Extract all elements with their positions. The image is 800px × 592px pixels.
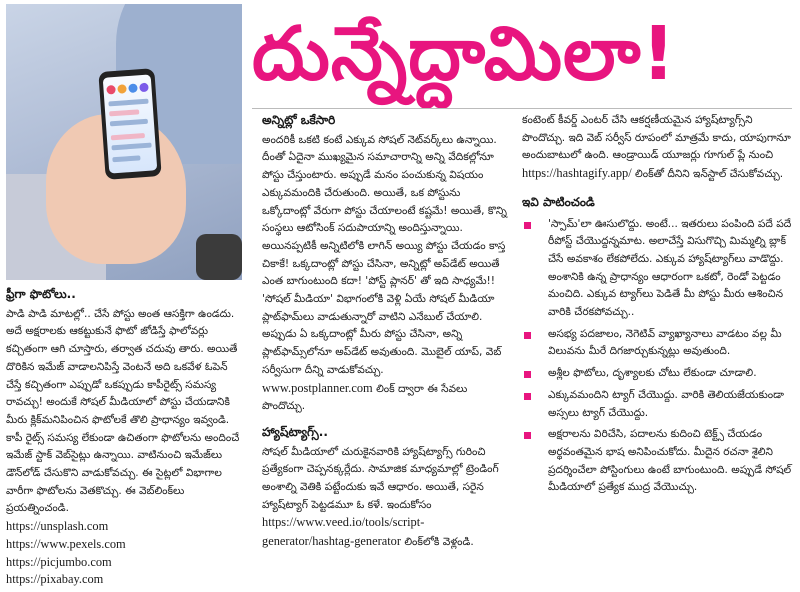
feed-line [108, 99, 148, 107]
column-cross-posting [262, 112, 508, 552]
link-postplanner[interactable]: www.postplanner.com [262, 380, 373, 395]
smartphone-photo [6, 4, 242, 280]
feed-line [110, 119, 148, 127]
section-heading: ఫ్రీగా ఫొటోలు.. [6, 287, 76, 301]
story-bubble-icon [139, 83, 149, 93]
feed-line [112, 155, 140, 162]
list-item: 'స్పామ్'లా ఊసులొద్దు. అంటే... ఇతరులు పంపింది పదే పదే రీపోస్ట్ చేయొద్దన్నమాట. అలాచేస్తే విసుగొచ్చి మిమ్మల్ని బ్లాక్ చేసే అవకాశం లేకపోలేదు. ఎక్కువ హ్యాష్‌ట్యాగ్‌లు వాడొద్దు. అంశానికి ఉన్న ప్రాధాన్యం ఆధారంగా ఒకటో, రెండో పెట్టడం మంచిది. ఎక్కువ ట్యాగ్‌లు పెడితే మీ పోస్టు మీరు ఆశించిన వారికి చేరకపోవచ్చు.. [522, 216, 792, 322]
list-item: ఎక్కువమందిని ట్యాగ్ చేయొద్దు. వారికి తెలియజేయకుండా అస్సలు ట్యాగ్ చేయొద్దు. [522, 387, 792, 422]
phone-screen [103, 74, 158, 173]
feed-line [109, 109, 139, 116]
column-free-photos [6, 286, 242, 589]
section-heading: అన్నిట్లో ఒకేసారి [262, 113, 336, 127]
tips-list [522, 216, 792, 498]
phone-illustration [98, 68, 161, 180]
column-tips [522, 112, 792, 501]
list-item: అక్షరాలను విరిచేసి, పదాలను కుదించి టెక్ట్స్ చేయడం అర్థవంతమైన భాష అనిపించుకోదు. మీదైన రచనా శైలిని ప్రదర్శించేలా పోస్టింగులు ఉంటే బాగుంటుంది. అప్పుడే సోషల్ మీడియాలో ప్రత్యేక ముద్ర వేయొచ్చు. [522, 426, 792, 497]
link-caption: లింక్‌తో దీనిని ఇన్‌స్టాల్ చేసుకోవచ్చు. [635, 168, 784, 181]
section-heading: ఇవి పాటించండి [522, 194, 595, 209]
list-item: అశ్లీల ఫొటోలు, దృశ్యాలకు చోటు లేకుండా చూడాలి. [522, 365, 792, 383]
link-pixabay[interactable]: https://pixabay.com [6, 572, 104, 587]
smartwatch-shape [196, 234, 242, 280]
link-caption: లింక్ ద్వారా ఈ సేవలు పొందొచ్చు. [262, 382, 468, 413]
feed-line [111, 143, 151, 151]
headline-divider [252, 108, 792, 109]
paragraph: సోషల్ మీడియాలో చురుకైనవారికి హ్యాష్‌ట్యాగ్స్ గురించి ప్రత్యేకంగా చెప్పనక్కర్లేదు. సామాజిక మాధ్యమాల్లో ట్రెండింగ్ అంశాల్ని వెతికి పట్టేందుకు ఇవే ఆధారం. అయితే, సరైన హ్యాష్‌ట్యాగ్ పెట్టడమూ ఓ కళే. ఇందుకోసం [262, 445, 499, 511]
paragraph: కంటెంట్ కీవర్డ్ ఎంటర్ చేసి ఆకర్షణీయమైన హ్యాష్‌ట్యాగ్స్‌ని పొందొచ్చు. ఇది వెబ్ సర్వీస్ రూపంలో మాత్రమే కాదు, యాపుగానూ అందుబాటులో ఉంది. ఆండ్రాయిడ్ యూజర్లు గూగుల్ ప్లే నుంచి [522, 114, 791, 162]
section-heading: హ్యాష్‌ట్యాగ్స్.. [262, 424, 328, 439]
headline: దున్నేద్దామిలా! [252, 11, 677, 97]
feed-line [111, 133, 145, 140]
link-pexels[interactable]: https://www.pexels.com [6, 536, 126, 551]
link-hashtagify[interactable]: https://hashtagify.app/ [522, 166, 632, 181]
link-veed[interactable]: https://www.veed.io/tools/script-generator/hashtag-generator [262, 515, 425, 549]
link-caption: లింక్‌లోకి వెళ్లండి. [404, 536, 474, 549]
paragraph: అందరికీ ఒకటి కంటే ఎక్కువ సోషల్ నెట్‌వర్క్‌లు ఉన్నాయి. దీంతో ఏదైనా ముఖ్యమైన సమాచారాన్ని అన్ని వేదికల్లోనూ పోస్టు చేస్తుంటారు. అప్పుడే మనం పంచుకున్న విషయం ఎక్కువమందికి చేరుతుంది. అయితే, ఒక పోస్టును ఒక్కోదాంట్లో వేరుగా పోస్టు చేయాలంటే కష్టమే! అయితే, కొన్ని సంస్థలు ఆటోసింక్ సదుపాయాన్ని అందిస్తున్నాయి. అయినప్పటికీ అన్నిటిలోకి లాగిన్ అయ్యి పోస్టు చేయడం కాస్త చికాకే! ఒక్కదాంట్లో పోస్టు చేసినా, అన్నిట్లో అప్‌డేట్ అయితే ఎంత బాగుంటుంది కదా! 'పోస్ట్ ప్లానర్' తో ఇది సాధ్యమే!! 'సోషల్ మీడియా' విభాగంలోకి వెళ్లి ఏయే సోషల్ మీడియా ప్లాట్‌ఫామ్‌లు వాడుతున్నారో వాటిని ఎనేబుల్ చేయాలి. అప్పుడు ఏ ఒక్కదాంట్లో మీరు పోస్టు చేసినా, అన్ని ప్లాట్‌ఫామ్స్‌లోనూ అప్‌డేట్ అవుతుంది. మొబైల్ యాప్, వెబ్ సర్వీసుగా దీన్ని వాడుకోవచ్చు. [262, 133, 507, 376]
link-picjumbo[interactable]: https://picjumbo.com [6, 554, 112, 569]
story-bubble-icon [106, 85, 116, 95]
paragraph: పాడి పాడి మాటల్లో.. చేసే పోస్టు అంత ఆసక్తిగా ఉండదు. అదే అక్షరాలకు ఆకట్టుకునే ఫొటో జోడిస్తే ఫాలోవర్లు కచ్చితంగా ఆగి చూస్తారు, తర్వాత చదువు తారు. అయితే దొరికిన ఇమేజ్ వాడాలనిపిస్తే వెంటనే అది ఒకవేళ ఓపెన్ చేస్తే కచ్చితంగా ఎప్పుడో ఒకప్పుడు కాపీరైట్స్ సమస్య రావచ్చు! అందుకే సోషల్ మీడియాలో పోస్టు చేయడానికి మీరు క్లిక్‌మనిపించిన ఫొటోలకే తొలి ప్రాధాన్యం ఇవ్వండి. కాపీ రైట్స్ సమస్య లేకుండా ఉచితంగా ఫొటోలను అందించే ఇమేజ్ స్టాక్ వెబ్‌సైట్లు ఉన్నాయి. వాటినుంచి ఇమేజ్‌లు డౌన్‌లోడ్ చేసుకొని వాడుకోవచ్చు. ఈ సైట్లలో విభాగాల వారీగా ఫొటోలను వెతకొచ్చు. ఈ వెబ్‌లింక్‌లు ప్రయత్నించండి. [6, 307, 240, 515]
link-unsplash[interactable]: https://unsplash.com [6, 519, 109, 534]
story-bubble-icon [117, 84, 127, 94]
list-item: అసభ్య పదజాలం, నెగెటివ్ వ్యాఖ్యానాలు వాడటం వల్ల మీ విలువను మీరే దిగజార్చుకున్నట్లు అవుతుంది. [522, 326, 792, 361]
story-bubble-icon [128, 83, 138, 93]
